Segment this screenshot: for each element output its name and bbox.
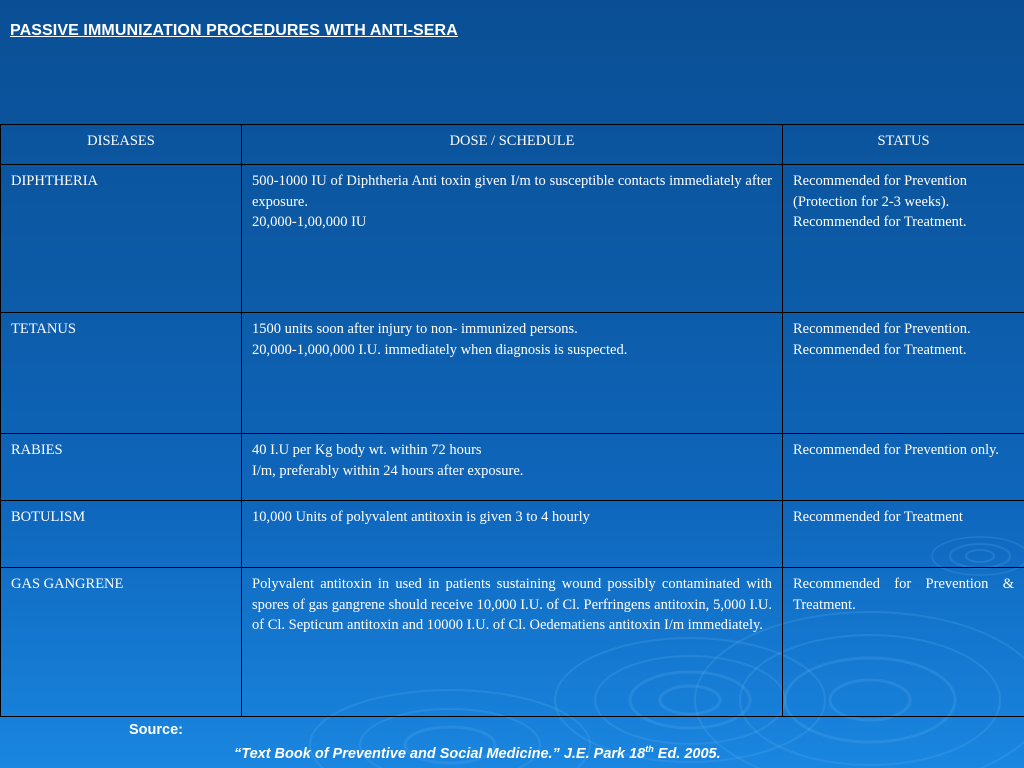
dose-line: 1500 units soon after injury to non- immunized persons. <box>252 321 578 337</box>
slide-title: PASSIVE IMMUNIZATION PROCEDURES WITH ANTI-SERA <box>10 22 458 39</box>
status-line: Recommended for Treatment. <box>793 214 967 230</box>
dose-cell <box>242 313 783 434</box>
column-header-status: STATUS <box>783 125 1024 165</box>
disease-cell: DIPHTHERIA <box>1 165 242 313</box>
column-header-dose: DOSE / SCHEDULE <box>242 125 783 165</box>
dose-cell <box>242 568 783 717</box>
status-cell <box>783 501 1024 568</box>
disease-cell: BOTULISM <box>1 501 242 568</box>
status-cell <box>783 434 1024 501</box>
dose-line: 20,000-1,000,000 I.U. immediately when diagnosis is suspected. <box>252 341 628 358</box>
dose-line: 20,000-1,00,000 IU <box>252 214 367 230</box>
status-line: Recommended for Prevention. <box>793 321 971 337</box>
status-line: Recommended for Prevention (Protection for 2-3 weeks). <box>793 173 967 210</box>
status-line: Recommended for Treatment. <box>793 341 967 358</box>
disease-cell: RABIES <box>1 434 242 501</box>
source-citation <box>234 744 721 762</box>
table-row-diphtheria <box>1 165 1024 313</box>
citation-superscript: th <box>645 744 654 754</box>
table-row-botulism <box>1 501 1024 568</box>
dose-cell <box>242 434 783 501</box>
dose-line: I/m, preferably within 24 hours after exposure. <box>252 462 524 479</box>
table-row-tetanus <box>1 313 1024 434</box>
dose-line: 40 I.U per Kg body wt. within 72 hours <box>252 442 482 458</box>
immunization-table <box>0 124 1024 717</box>
table-header-row <box>1 125 1024 165</box>
dose-cell <box>242 501 783 568</box>
citation-edition: Ed. 2005. <box>653 745 721 762</box>
disease-cell: GAS GANGRENE <box>1 568 242 717</box>
status-cell <box>783 313 1024 434</box>
status-line: Recommended for Prevention & Treatment. <box>793 576 1014 613</box>
dose-cell <box>242 165 783 313</box>
dose-line: Polyvalent antitoxin in used in patients sustaining wound possibly contaminated with spores of gas gangrene should receive 10,000 I.U. of Cl. Perfringens antitoxin, 5,000 I.U. of Cl. Septicum antitoxin and 10000 I.U. of Cl. Oedematiens antitoxin I/m immediately. <box>252 576 772 633</box>
dose-line: 500-1000 IU of Diphtheria Anti toxin given I/m to susceptible contacts immediately after exposure. <box>252 173 772 210</box>
citation-text: “Text Book of Preventive and Social Medicine.” J.E. Park 18 <box>234 745 646 762</box>
status-line: Recommended for Treatment <box>793 509 963 525</box>
status-cell <box>783 568 1024 717</box>
status-line: Recommended for Prevention only. <box>793 442 1000 458</box>
table-row-rabies <box>1 434 1024 501</box>
dose-line: 10,000 Units of polyvalent antitoxin is given 3 to 4 hourly <box>252 509 590 525</box>
table-row-gas-gangrene <box>1 568 1024 717</box>
column-header-diseases: DISEASES <box>1 125 242 165</box>
disease-cell: TETANUS <box>1 313 242 434</box>
status-cell <box>783 165 1024 313</box>
source-label: Source: <box>129 722 183 738</box>
